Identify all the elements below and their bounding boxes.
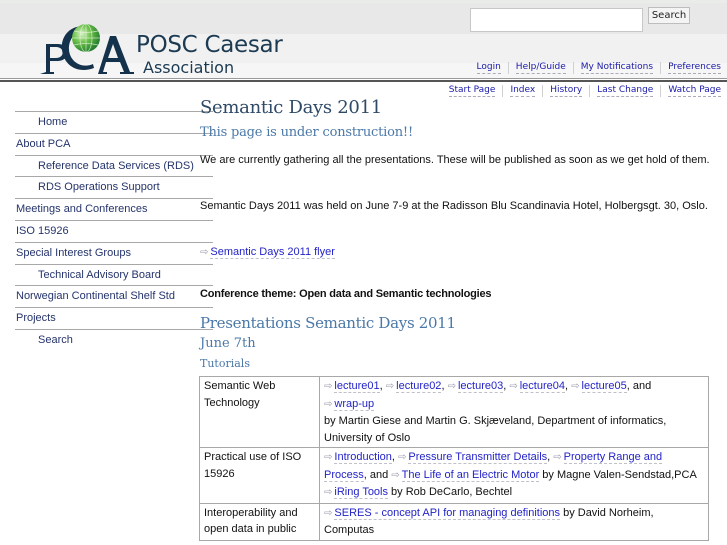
help-guide-link[interactable]: Help/Guide (515, 62, 566, 72)
day-heading: June 7th (200, 336, 256, 351)
external-link-icon: ⇨ (571, 381, 580, 392)
byline: by Martin Giese and Martin G. Skjæveland, Department of informatics, University of Oslo (324, 415, 667, 444)
logo-subtitle: Association (143, 58, 235, 77)
separator: , and (626, 380, 652, 392)
separator: , (547, 451, 554, 463)
search-input[interactable] (470, 8, 643, 32)
byline: by David Norheim, Computas (324, 506, 654, 536)
preferences-link[interactable]: Preferences (668, 62, 721, 72)
external-link-icon: ⇨ (324, 452, 333, 463)
index-link[interactable]: Index (510, 85, 536, 95)
sidebar-item-label: RDS Operations Support (38, 181, 160, 194)
sidebar-item-technical-advisory-board[interactable] (15, 264, 213, 286)
user-links (477, 62, 721, 74)
links-cell (320, 503, 709, 540)
table-row (200, 377, 709, 448)
topic-cell: Practical use of ISO 15926 (200, 448, 320, 504)
lecture03-link[interactable]: lecture03 (457, 380, 504, 392)
header-divider (0, 80, 727, 82)
separator: , (565, 380, 572, 392)
electric-motor-link[interactable]: The Life of an Electric Motor (401, 468, 540, 481)
byline: by Rob DeCarlo, Bechtel (388, 486, 513, 498)
external-link-icon: ⇨ (324, 487, 333, 498)
table-row (200, 448, 709, 504)
sidebar-item-label: Home (38, 116, 68, 128)
separator: , (441, 380, 448, 392)
pca-logo-icon (38, 14, 136, 76)
sidebar-item-about-pca[interactable] (15, 133, 213, 155)
start-page-link[interactable]: Start Page (448, 85, 496, 95)
sidebar-item-label: Meetings and Conferences (16, 203, 148, 216)
main-content (200, 96, 720, 370)
separator: , (503, 380, 510, 392)
lecture04-link[interactable]: lecture04 (519, 380, 565, 392)
external-link-icon: ⇨ (324, 507, 333, 519)
sidebar-nav (15, 111, 213, 351)
sidebar-item-label: About PCA (16, 137, 71, 150)
flyer-link[interactable]: Semantic Days 2011 flyer (210, 246, 335, 258)
tutorials-heading: Tutorials (200, 357, 250, 370)
external-link-icon: ⇨ (398, 452, 407, 463)
sidebar-item-label: Search (38, 333, 73, 346)
external-link-icon: ⇨ (324, 381, 333, 392)
topic-cell: Semantic Web Technology (200, 377, 320, 448)
lecture01-link[interactable]: lecture01 (334, 380, 380, 392)
iring-tools-link[interactable]: iRing Tools (334, 486, 388, 498)
links-cell (320, 377, 709, 448)
my-notifications-link[interactable]: My Notifications (580, 62, 654, 72)
table-row (200, 503, 709, 540)
sidebar-item-iso-15926[interactable] (15, 220, 213, 242)
lecture05-link[interactable]: lecture05 (581, 380, 627, 392)
last-change-link[interactable]: Last Change (597, 85, 654, 95)
login-link[interactable]: Login (476, 62, 501, 72)
site-header (0, 0, 727, 80)
separator: , (379, 380, 386, 392)
divider (573, 62, 574, 74)
pressure-transmitter-link[interactable]: Pressure Transmitter Details (408, 451, 548, 463)
flyer-paragraph (200, 244, 335, 261)
introduction-link[interactable]: Introduction (334, 451, 392, 463)
wrap-up-link[interactable]: wrap-up (334, 397, 375, 410)
watch-page-link[interactable]: Watch Page (668, 85, 721, 95)
byline: by Magne Valen-Sendstad,PCA (539, 468, 697, 481)
external-link-icon: ⇨ (447, 381, 456, 392)
sidebar-item-norwegian-continental-shelf-std[interactable] (15, 285, 213, 307)
venue-paragraph: Semantic Days 2011 was held on June 7-9 at the Radisson Blu Scandinavia Hotel, Holbergsgt. 30, Oslo. (200, 200, 708, 212)
intro-paragraph: We are currently gathering all the presentations. These will be published as soon as we get hold of them. (200, 154, 710, 166)
sidebar-item-meetings-and-conferences[interactable] (15, 198, 213, 220)
sidebar-item-reference-data-services[interactable] (15, 155, 213, 177)
topic-cell: Interoperability and open data in public (200, 503, 320, 540)
external-link-icon: ⇨ (391, 469, 400, 481)
construction-notice: This page is under construction!! (200, 125, 413, 140)
search-button[interactable]: Search (648, 7, 690, 24)
divider (660, 62, 661, 74)
sidebar-item-label: Technical Advisory Board (38, 268, 161, 281)
sidebar-item-label: ISO 15926 (16, 224, 69, 237)
presentations-heading: Presentations Semantic Days 2011 (200, 314, 456, 332)
external-link-icon: ⇨ (553, 452, 562, 463)
sidebar-item-label: Special Interest Groups (16, 246, 131, 259)
separator: , and (363, 468, 392, 481)
sidebar-item-home[interactable] (15, 111, 213, 133)
external-link-icon: ⇨ (509, 381, 518, 392)
site-logo[interactable] (38, 14, 298, 78)
logo-title: POSC Caesar (136, 32, 283, 58)
sidebar-item-label: Reference Data Services (RDS) (38, 159, 194, 172)
seres-link[interactable]: SERES - concept API for managing definitions (334, 506, 561, 519)
divider (508, 62, 509, 74)
lecture02-link[interactable]: lecture02 (396, 380, 442, 392)
sidebar-item-projects[interactable] (15, 307, 213, 329)
external-link-icon: ⇨ (200, 247, 209, 258)
external-link-icon: ⇨ (324, 398, 333, 410)
sidebar-item-label: Norwegian Continental Shelf Std (16, 290, 175, 303)
property-range-link[interactable]: Property Range and Process (324, 451, 663, 481)
sidebar-item-special-interest-groups[interactable] (15, 242, 213, 264)
external-link-icon: ⇨ (385, 381, 395, 392)
sidebar-item-search[interactable] (15, 329, 213, 351)
page-title: Semantic Days 2011 (200, 97, 382, 118)
header-divider (0, 78, 727, 79)
tutorials-table (199, 376, 709, 541)
history-link[interactable]: History (550, 85, 583, 95)
sidebar-item-label: Projects (16, 312, 56, 325)
links-cell (320, 448, 709, 504)
conference-theme: Conference theme: Open data and Semantic technologies (200, 288, 492, 300)
sidebar-item-rds-operations-support[interactable] (15, 176, 213, 198)
separator: , (391, 451, 398, 463)
